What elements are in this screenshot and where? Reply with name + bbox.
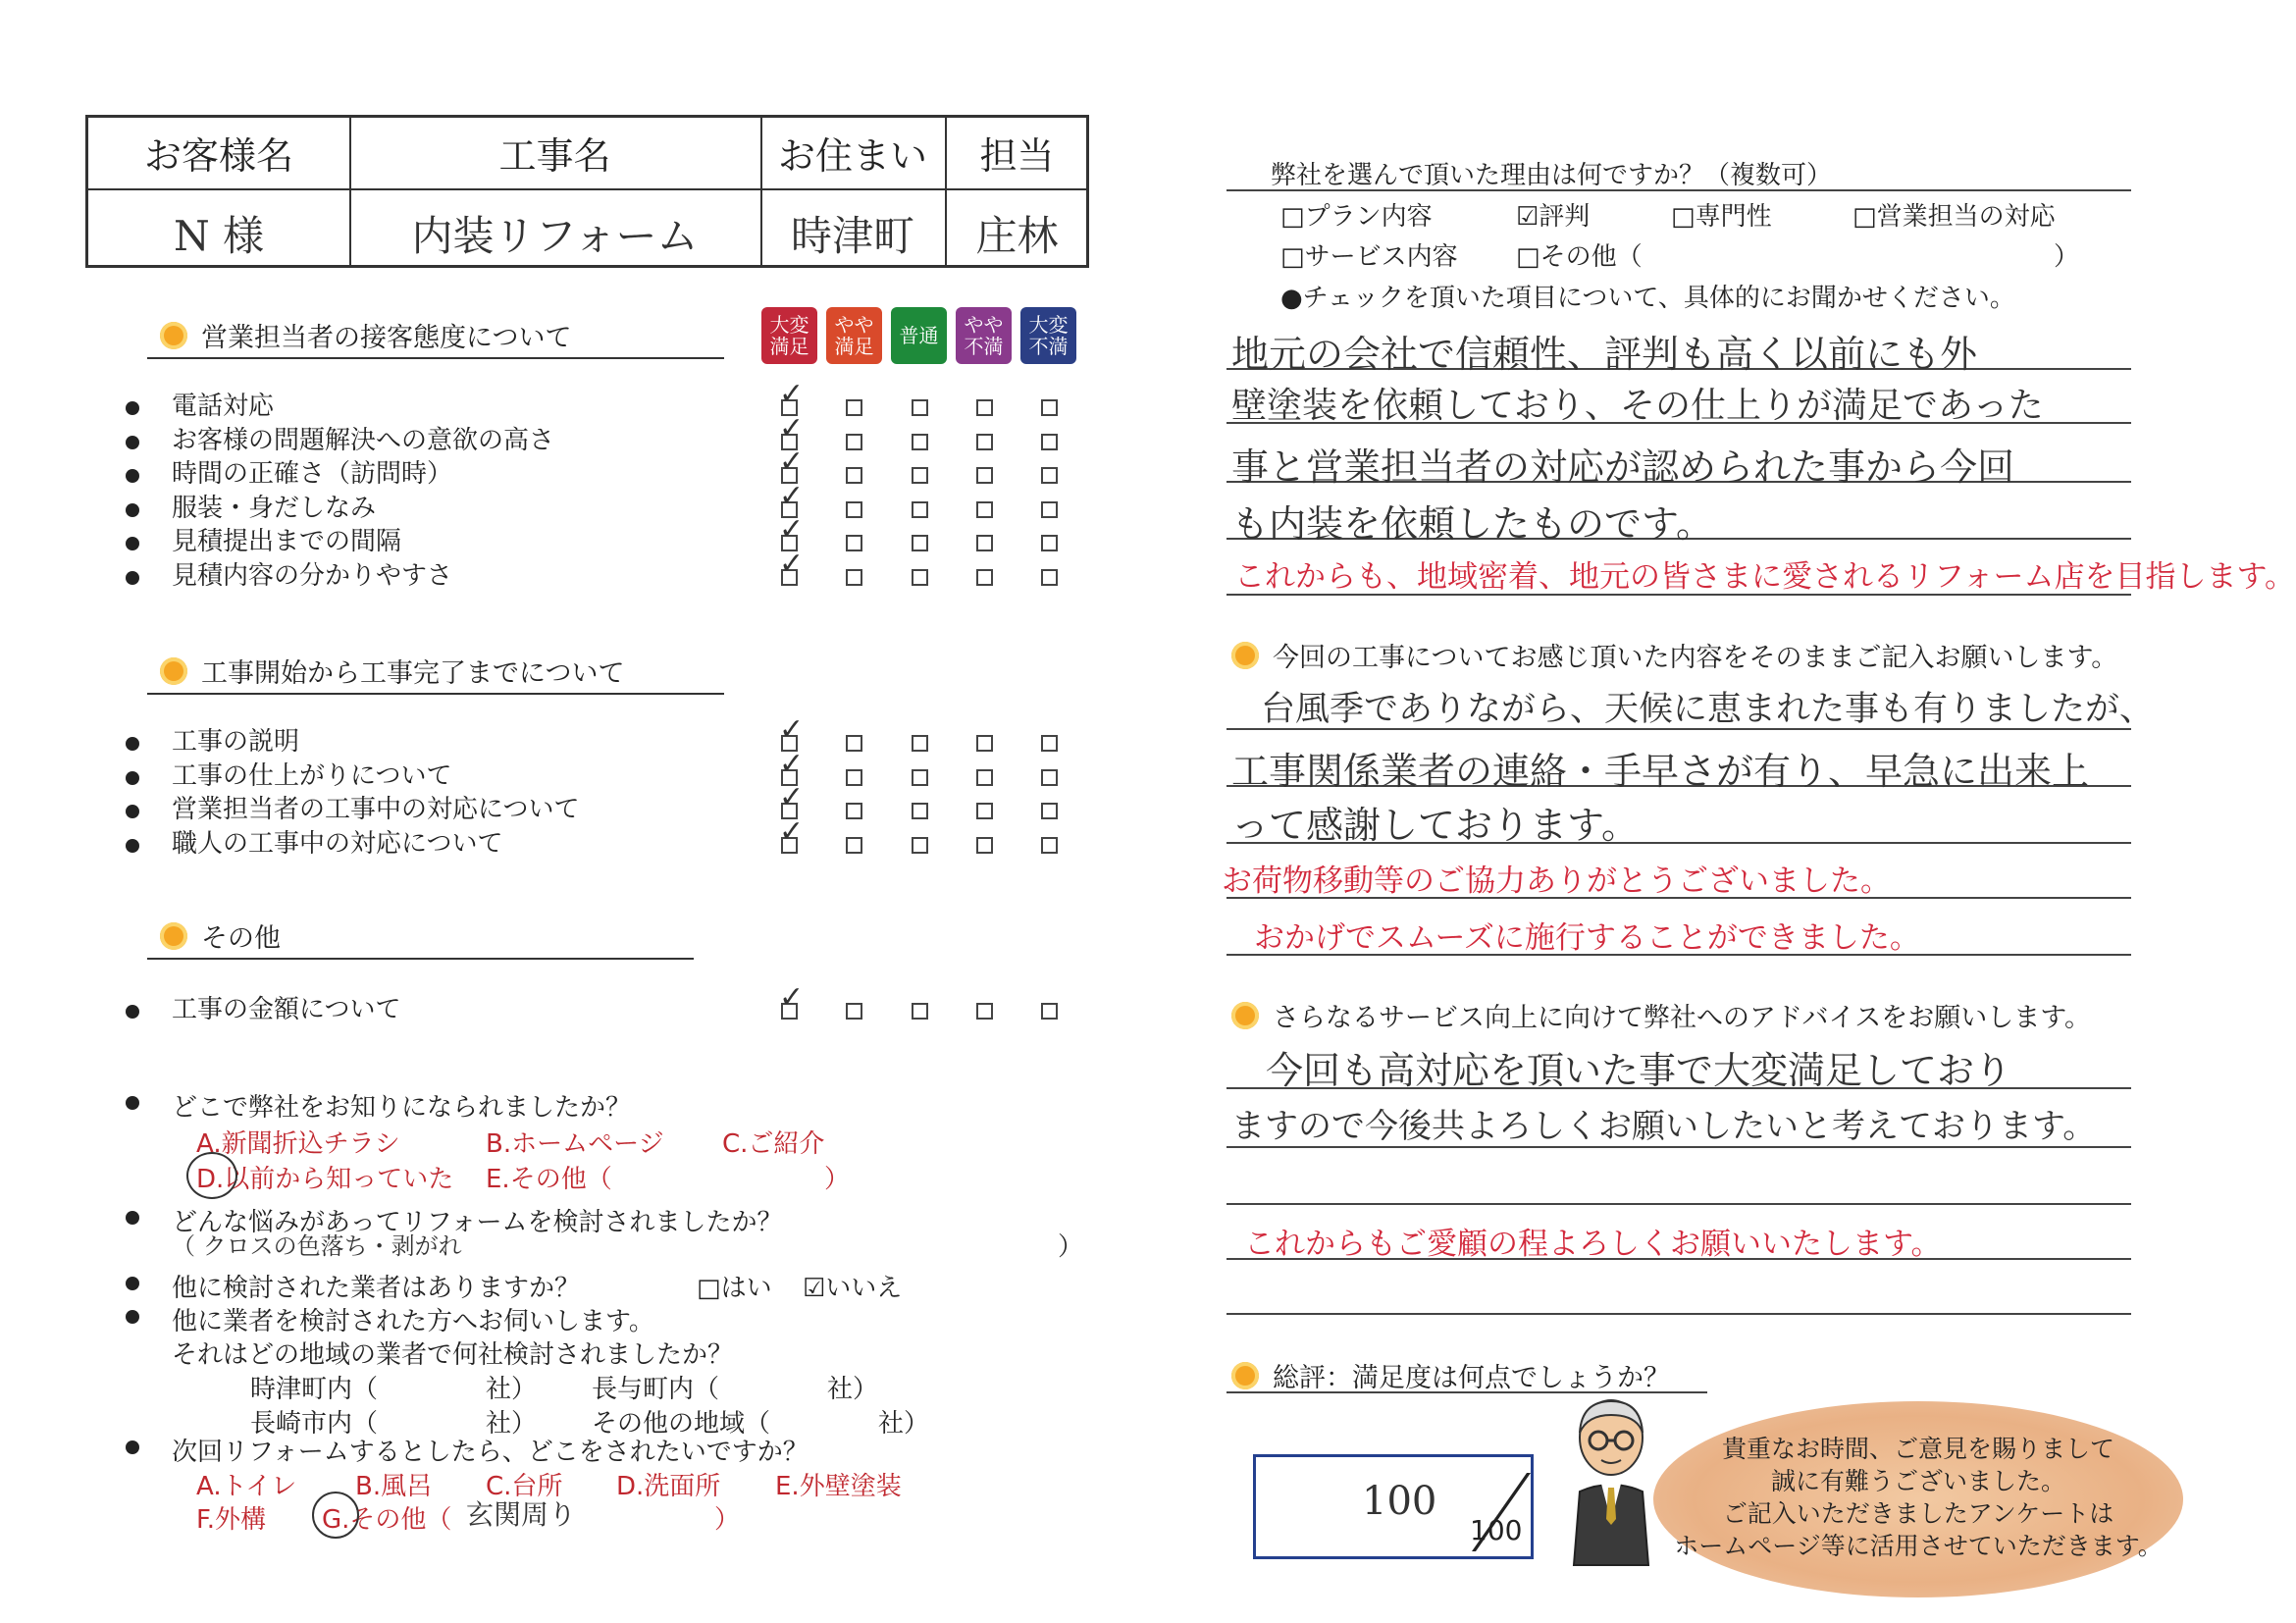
rating-checkbox[interactable] [846,803,862,819]
divider [1226,189,2131,191]
rating-checkbox[interactable] [1041,837,1058,854]
rating-checkbox[interactable] [912,434,928,450]
bullet [126,805,139,818]
line [1226,1203,2131,1205]
option-kitchen[interactable]: C.台所 [486,1472,563,1501]
area-togitsu-count: 社） [486,1375,538,1404]
rating-checkbox[interactable] [976,1003,993,1020]
option-exterior[interactable]: F.外構 [196,1505,267,1535]
rating-checkbox[interactable] [846,735,862,752]
check-mark-icon: ✓ [779,377,805,411]
rating-item-label: 時間の正確さ（訪問時） [172,459,453,489]
score-box [1253,1454,1534,1559]
rating-checkbox[interactable] [1041,735,1058,752]
label-address: お住まい [777,134,927,178]
bullet [126,436,139,449]
bullet [126,503,139,517]
advice-reply: これからもご愛顧の程よろしくお願いいたします。 [1244,1227,1942,1262]
thanks-line3: ご記入いただきましたアンケートは [1722,1499,2114,1528]
rating-checkbox[interactable] [976,837,993,854]
bullet [126,469,139,483]
rating-checkbox[interactable] [976,769,993,786]
section-underline [147,357,724,359]
thanks-line4: ホームページ等に活用させていただきます。 [1674,1532,2163,1560]
reason-reputation[interactable]: ☑評判 [1516,202,1591,232]
rating-checkbox[interactable] [976,803,993,819]
option-other-close: ） [824,1165,851,1194]
option-bath[interactable]: B.風呂 [355,1472,433,1501]
rating-checkbox[interactable] [976,399,993,416]
reason-expertise[interactable]: □専門性 [1671,202,1772,232]
advice-answer-line1: 今回も高対応を頂いた事で大変満足しており [1266,1049,2012,1092]
rating-item-label: 電話対応 [172,392,275,421]
rating-checkbox[interactable] [912,769,928,786]
rating-checkbox[interactable] [846,569,862,586]
rating-checkbox[interactable] [912,735,928,752]
flower-icon [160,657,187,685]
area-nagayo-count: 社） [827,1375,879,1404]
option-other[interactable]: E.その他（ [486,1165,612,1194]
section-title: 営業担当者の接客態度について [201,323,572,353]
impression-answer-line3: って感謝しております。 [1231,804,1639,847]
rating-checkbox[interactable] [846,467,862,484]
area-nagasaki-count: 社） [486,1409,538,1439]
rating-item-label: 工事の仕上がりについて [172,760,452,791]
section-header [160,916,281,955]
question-concern: どんな悩みがあってリフォームを検討されましたか？ [172,1208,783,1237]
section-total [1231,1356,1670,1394]
rating-checkbox[interactable] [912,569,928,586]
rating-checkbox[interactable] [912,803,928,819]
section-header [160,652,624,690]
rating-checkbox[interactable] [846,1003,862,1020]
rating-item-label: 見積内容の分かりやすさ [172,560,453,591]
rating-level-badge: 普通 [891,307,947,364]
check-mark-icon: ✓ [779,512,805,547]
bullet [126,737,139,751]
question-ask-others: 他に業者を検討された方へお伺いします。 [172,1307,654,1336]
detail-reply: これからも、地域密着、地元の皆さまに愛されるリフォーム店を目指します。 [1234,559,2295,595]
bullet [126,571,139,585]
rating-checkbox[interactable] [976,569,993,586]
check-mark-icon: ✓ [779,780,805,814]
rating-level-badge: 大変満足 [761,307,817,364]
rating-checkbox[interactable] [912,467,928,484]
area-togitsu: 時津町内（ [250,1375,379,1404]
section-impression [1231,636,2117,674]
rating-checkbox[interactable] [1041,569,1058,586]
section-header [160,316,571,354]
value-project-name: 内装リフォーム [411,212,699,260]
rating-item-label: 工事の説明 [172,727,300,757]
check-mark-icon: ✓ [779,445,805,479]
rating-checkbox[interactable] [1041,467,1058,484]
answer-next-reform: 玄関周り [466,1498,577,1531]
rating-level-badge: 大変不満 [1020,307,1076,364]
rating-checkbox[interactable] [976,467,993,484]
question-reason: 弊社を選んで頂いた理由は何ですか？（複数可） [1271,161,1833,190]
check-mark-icon: ✓ [779,813,805,849]
detail-answer-line2: 壁塗装を依頼しており、その仕上りが満足であった [1231,386,2044,426]
bullet [126,401,139,415]
bullet [126,1277,139,1290]
flower-icon [1231,1362,1259,1389]
rating-checkbox[interactable] [1041,535,1058,551]
rating-item-label: 見積提出までの間隔 [172,527,402,556]
flower-icon [160,322,187,349]
circle-mark [312,1492,359,1539]
impression-reply-line2: おかげでスムーズに施行することができました。 [1254,920,1920,956]
question-next-reform: 次回リフォームするとしたら、どこをされたいですか？ [172,1438,809,1467]
impression-answer-line1: 台風季でありながら、天候に恵まれた事も有りましたが、 [1261,690,2155,729]
impression-reply-line1: お荷物移動等のご協力ありがとうございました。 [1222,864,1891,899]
check-mark-icon: ✓ [779,712,805,747]
rating-checkbox[interactable] [976,501,993,518]
option-washroom[interactable]: D.洗面所 [616,1472,721,1501]
thanks-line2: 誠に有難うございました。 [1770,1467,2065,1495]
question-advice: さらなるサービス向上に向けて弊社へのアドバイスをお願いします。 [1273,1003,2092,1033]
rating-checkbox[interactable] [912,1003,928,1020]
value-staff: 庄林 [975,212,1059,260]
area-nagasaki: 長崎市内（ [250,1409,379,1439]
score-max: 100 [1470,1514,1523,1546]
option-toilet[interactable]: A.トイレ [196,1472,297,1501]
area-other-count: 社） [878,1409,930,1439]
reason-plan[interactable]: □プラン内容 [1280,202,1433,232]
answer-concern-close: ） [1058,1232,1084,1262]
label-project-name: 工事名 [498,134,611,178]
rating-item-label: お客様の問題解決への意欲の高さ [172,425,555,455]
rating-checkbox[interactable] [1041,434,1058,450]
rating-checkbox[interactable] [1041,769,1058,786]
thanks-text [1653,1433,2183,1562]
rating-checkbox[interactable] [1041,803,1058,819]
question-other-companies: 他に検討された業者はありますか？ [172,1274,581,1303]
question-detail: ●チェックを頂いた項目について、具体的にお聞かせください。 [1280,284,2015,313]
detail-answer-line1: 地元の会社で信頼性、評判も高く以前にも外 [1231,333,1978,376]
option-referral[interactable]: C.ご紹介 [722,1129,825,1159]
section-title: その他 [201,923,281,954]
option-other-close: ） [714,1505,741,1535]
bullet [126,839,139,853]
section-underline [147,693,724,695]
detail-answer-line3: 事と営業担当者の対応が認められた事から今回 [1231,445,2015,489]
label-customer-name: お客様名 [143,134,293,178]
question-impression: 今回の工事についてお感じ頂いた内容をそのままご記入お願いします。 [1273,643,2118,673]
bullet [126,1310,139,1324]
line [1226,1313,2131,1315]
option-known-before[interactable]: D.以前から知っていた [196,1165,454,1194]
rating-level-badge: やや不満 [956,307,1012,364]
rating-checkbox[interactable] [912,535,928,551]
option-exterior-paint[interactable]: E.外壁塗装 [775,1472,902,1501]
rating-checkbox[interactable] [1041,1003,1058,1020]
section-advice [1231,996,2091,1034]
bullet [126,1440,139,1454]
answer-yes-checkbox[interactable]: □はい [697,1274,772,1303]
thanks-bubble [1653,1401,2183,1597]
rating-checkbox[interactable] [846,769,862,786]
value-address: 時津町 [790,212,914,260]
bullet [126,537,139,550]
rating-checkbox[interactable] [976,535,993,551]
thanks-line1: 貴重なお時間、ご意見を賜りまして [1721,1435,2114,1463]
section-title: 工事開始から工事完了までについて [201,658,625,689]
rating-item-label: 服装・身だしなみ [172,493,377,523]
flower-icon [160,922,187,950]
staff-avatar [1562,1393,1660,1570]
reason-sales-staff[interactable]: □営業担当の対応 [1852,202,2056,232]
bullet [126,1096,139,1110]
question-ask-others-sub: それはどの地域の業者で何社検討されましたか？ [172,1340,734,1370]
rating-checkbox[interactable] [912,501,928,518]
rating-checkbox[interactable] [1041,399,1058,416]
reason-other-close: ） [2054,242,2080,272]
rating-item-label: 職人の工事中の対応について [172,828,503,859]
flower-icon [1231,1002,1259,1029]
rating-checkbox[interactable] [846,535,862,551]
question-total: 総評：満足度は何点でしょうか？ [1273,1363,1670,1393]
rating-checkbox[interactable] [846,837,862,854]
rating-checkbox[interactable] [912,837,928,854]
rating-item-label: 工事の金額について [172,995,401,1024]
rating-checkbox[interactable] [976,735,993,752]
question-how-found: どこで弊社をお知りになられましたか？ [172,1093,632,1123]
circle-mark [186,1152,237,1199]
check-mark-icon: ✓ [779,546,805,581]
area-nagayo: 長与町内（ [592,1375,720,1404]
answer-concern: （ クロスの色落ち・剥がれ [172,1232,462,1260]
bullet [126,1005,139,1019]
check-mark-icon: ✓ [779,410,805,445]
customer-info-table [85,115,1089,268]
area-other: その他の地域（ [592,1409,771,1439]
answer-no-checkbox[interactable]: ☑いいえ [803,1274,903,1303]
bullet [126,771,139,785]
label-staff: 担当 [979,134,1055,178]
rating-level-badge: やや満足 [826,307,882,364]
detail-answer-line4: も内装を依頼したものです。 [1231,502,1713,546]
option-other[interactable]: G.その他（ [322,1505,452,1535]
rating-checkbox[interactable] [846,434,862,450]
value-customer-name: N 様 [173,212,265,260]
reason-other[interactable]: □その他（ [1516,242,1643,272]
check-mark-icon: ✓ [779,980,805,1015]
score-value: 100 [1362,1479,1437,1524]
impression-answer-line2: 工事関係業者の連絡・手早さが有り、早急に出来上 [1231,750,2090,793]
section-underline [147,958,694,960]
rating-checkbox[interactable] [912,399,928,416]
rating-checkbox[interactable] [976,434,993,450]
reason-service[interactable]: □サービス内容 [1280,242,1458,272]
rating-item-label: 営業担当者の工事中の対応について [172,795,580,824]
rating-checkbox[interactable] [1041,501,1058,518]
option-newspaper[interactable]: A.新聞折込チラシ [196,1129,400,1159]
check-mark-icon: ✓ [779,478,805,513]
option-homepage[interactable]: B.ホームページ [486,1129,664,1159]
check-mark-icon: ✓ [779,746,805,781]
rating-checkbox[interactable] [846,501,862,518]
rating-checkbox[interactable] [846,399,862,416]
flower-icon [1231,642,1259,669]
bullet [126,1211,139,1225]
advice-answer-line2: ますので今後共よろしくお願いしたいと考えております。 [1231,1107,2097,1146]
